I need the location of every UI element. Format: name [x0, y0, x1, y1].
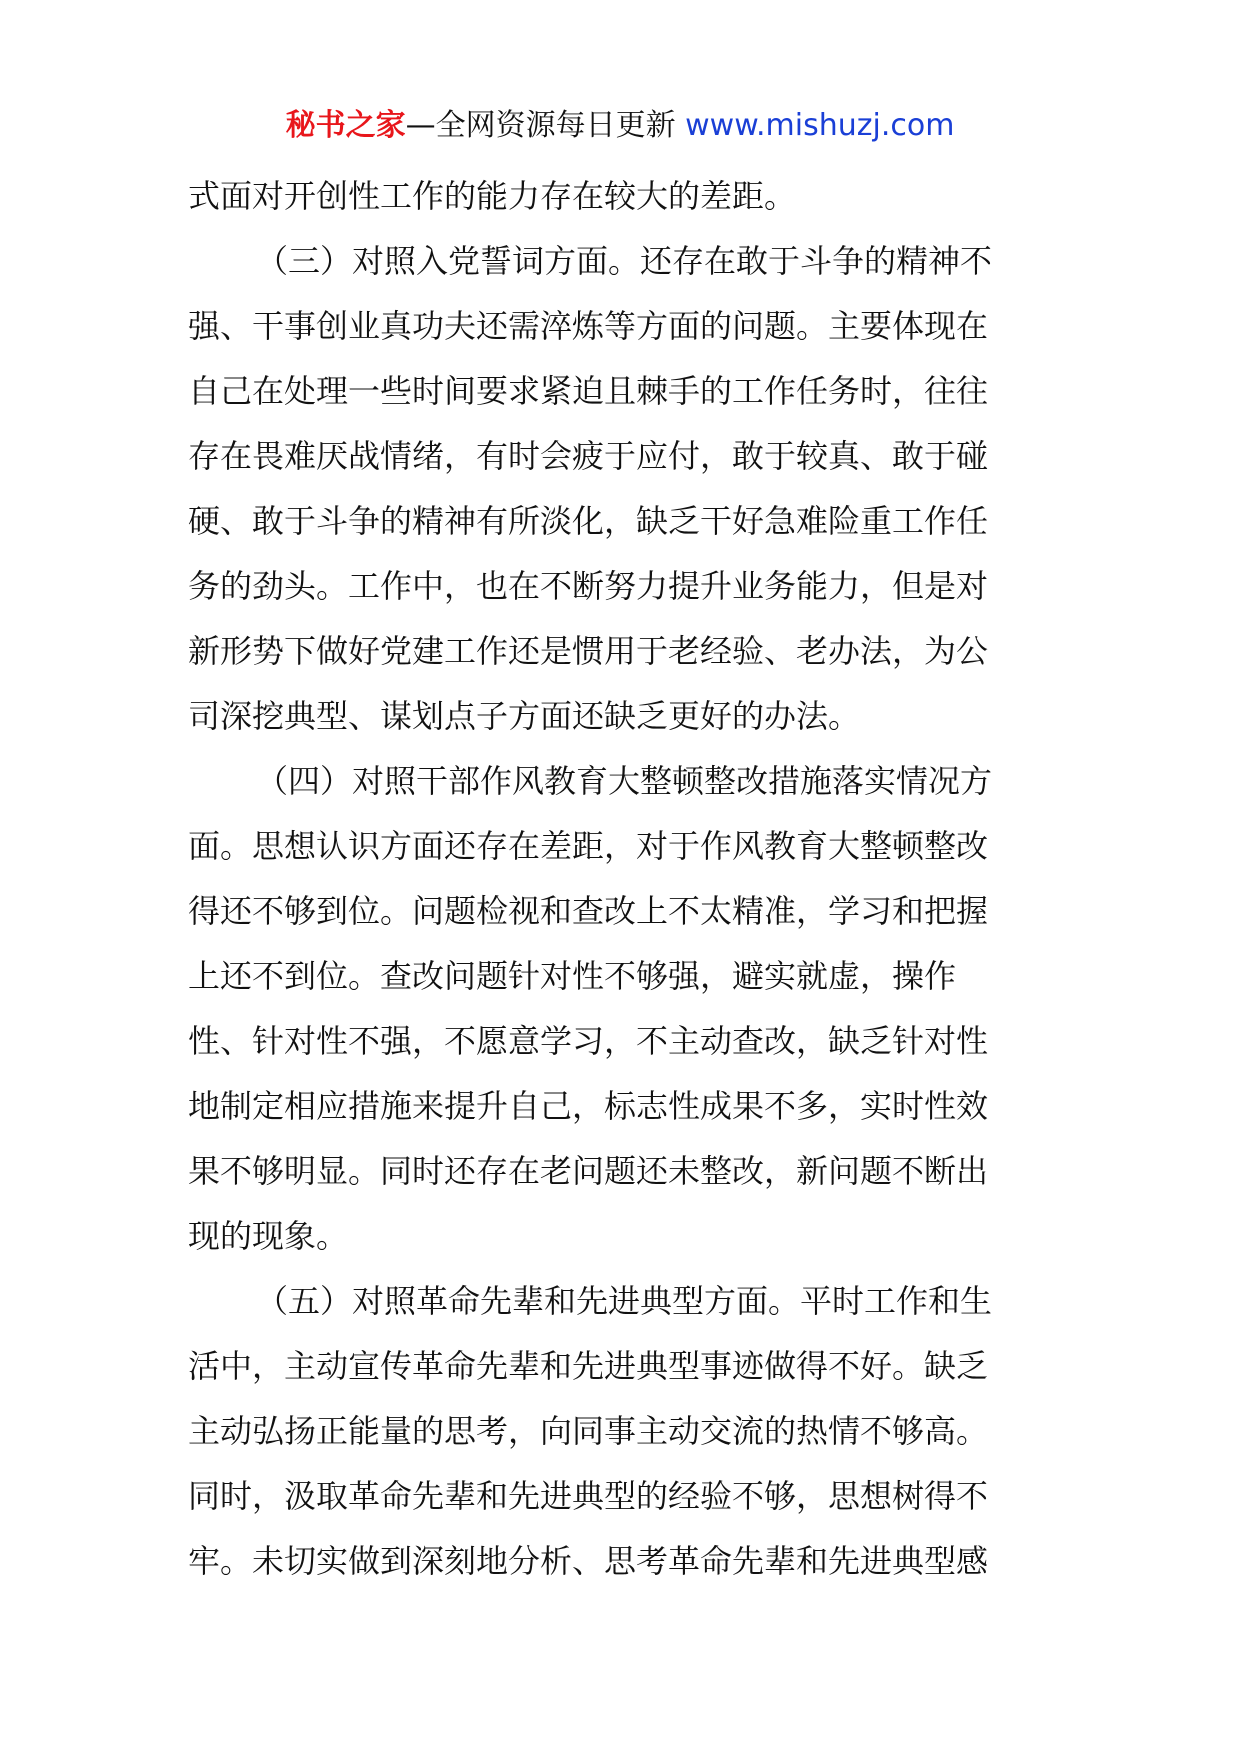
section-heading-line: （四）对照干部作风教育大整顿整改措施落实情况方 [256, 762, 993, 800]
text-line: 地制定相应措施来提升自己，标志性成果不多，实时性效 [188, 1087, 989, 1125]
text-line: 面。思想认识方面还存在差距，对于作风教育大整顿整改 [188, 827, 989, 865]
section-heading-line: （五）对照革命先辈和先进典型方面。平时工作和生 [256, 1282, 993, 1320]
text-line: 硬、敢于斗争的精神有所淡化，缺乏干好急难险重工作任 [188, 502, 989, 540]
brand-name: 秘书之家 [285, 108, 406, 143]
section-heading-line: （三）对照入党誓词方面。还存在敢于斗争的精神不 [256, 242, 993, 280]
page-header [0, 104, 1240, 148]
header-slogan: —全网资源每日更新 [405, 108, 676, 143]
text-line: 式面对开创性工作的能力存在较大的差距。 [188, 177, 797, 215]
text-line: 自己在处理一些时间要求紧迫且棘手的工作任务时，往往 [188, 372, 989, 410]
text-line: 新形势下做好党建工作还是惯用于老经验、老办法，为公 [188, 632, 989, 670]
text-line: 果不够明显。同时还存在老问题还未整改，新问题不断出 [188, 1152, 989, 1190]
text-line: 强、干事创业真功夫还需淬炼等方面的问题。主要体现在 [188, 307, 989, 345]
text-line: 存在畏难厌战情绪，有时会疲于应付，敢于较真、敢于碰 [188, 437, 989, 475]
text-line: 活中，主动宣传革命先辈和先进典型事迹做得不好。缺乏 [188, 1347, 989, 1385]
document-body [188, 164, 1058, 1594]
text-line: 得还不够到位。问题检视和查改上不太精准，学习和把握 [188, 892, 989, 930]
site-url[interactable]: www.mishuzj.com [685, 108, 955, 143]
text-line: 上还不到位。查改问题针对性不够强，避实就虚，操作 [188, 957, 957, 995]
text-line: 司深挖典型、谋划点子方面还缺乏更好的办法。 [188, 697, 861, 735]
text-line: 性、针对性不强，不愿意学习，不主动查改，缺乏针对性 [188, 1022, 989, 1060]
text-line: 牢。未切实做到深刻地分析、思考革命先辈和先进典型感 [188, 1542, 989, 1580]
text-line: 务的劲头。工作中，也在不断努力提升业务能力，但是对 [188, 567, 989, 605]
text-line: 同时，汲取革命先辈和先进典型的经验不够，思想树得不 [188, 1477, 989, 1515]
text-line: 主动弘扬正能量的思考，向同事主动交流的热情不够高。 [188, 1412, 989, 1450]
text-line: 现的现象。 [188, 1217, 349, 1255]
